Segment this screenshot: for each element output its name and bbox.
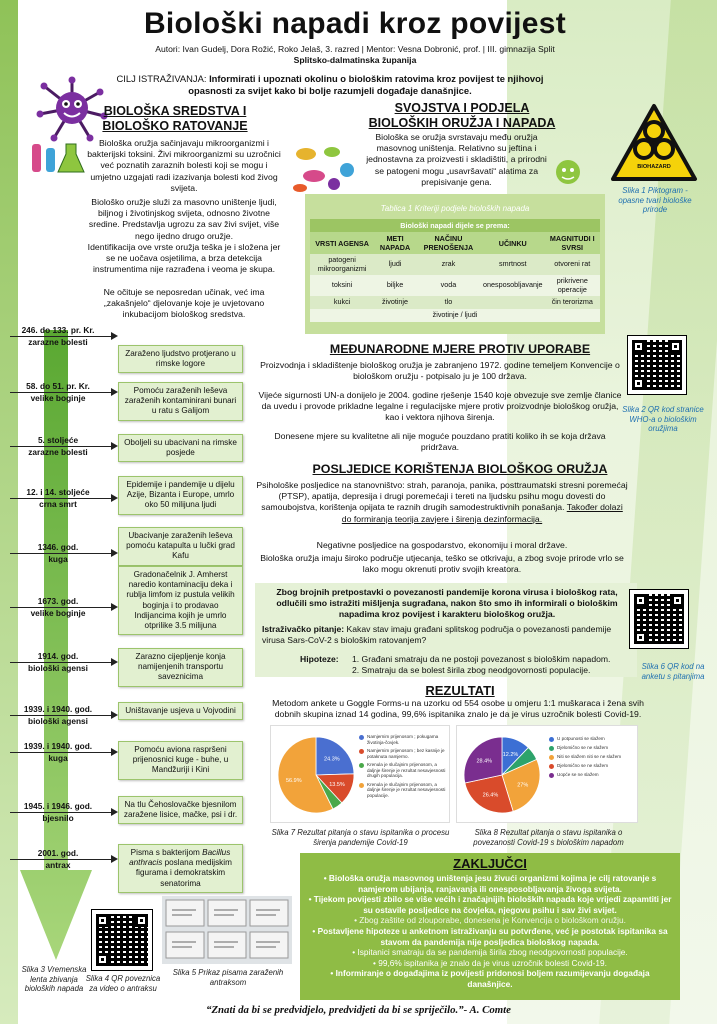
table-cell: životinje — [374, 296, 416, 309]
timeline-arrowhead-icon — [111, 494, 118, 502]
timeline-connector — [10, 392, 116, 393]
timeline-event: Na tlu Čehoslovačke bjesnilom zaražene lisice, mačke, psi i dr. — [118, 796, 243, 824]
measures-title: MEĐUNARODNE MJERE PROTIV UPORABE — [329, 342, 591, 356]
legend-label: U potpunosti se slažem — [557, 736, 605, 741]
microbe-illustration-icon — [548, 150, 588, 190]
properties-title: SVOJSTVA I PODJELA BIOLOŠKIH ORUŽJA I NAPADA — [368, 101, 556, 130]
criteria-table — [310, 219, 600, 322]
timeline-date: 1945. i 1946. god. — [23, 801, 93, 811]
timeline-arrowhead-icon — [111, 748, 118, 756]
legend-label: Djelomično se ne slažem — [557, 745, 609, 750]
timeline-connector — [10, 662, 116, 663]
timeline-arrowhead-icon — [111, 442, 118, 450]
legend-swatch — [549, 746, 554, 751]
table-cell: otvoreni rat — [545, 254, 600, 275]
pie-value-label: 13.5% — [329, 781, 345, 788]
legend-swatch — [549, 737, 554, 742]
timeline-arrowhead-icon — [111, 711, 118, 719]
timeline-event — [118, 844, 243, 893]
timeline-event: Zaraženo ljudstvo protjerano u rimske logore — [118, 345, 243, 373]
timeline-date: 58. do 51. pr. Kr. — [26, 381, 90, 391]
table-cell: životinje / ljudi — [310, 309, 600, 322]
biohazard-pictogram-icon — [610, 103, 698, 183]
timeline-arrowhead-icon — [111, 603, 118, 611]
caption-6: Slika 6 QR kod na anketu s pitanjima — [641, 662, 705, 681]
table-cell: patogeni mikroorganizmi — [310, 254, 374, 275]
timeline-arrowhead-icon — [111, 855, 118, 863]
research-question-label: Istraživačko pitanje: — [262, 624, 345, 634]
table-row — [310, 254, 600, 275]
consequences-paragraph-1 — [256, 480, 628, 525]
table-cell: tlo — [416, 296, 481, 309]
authors-line: Autori: Ivan Gudelj, Dora Rožić, Roko Jelaš, 3. razred | Mentor: Vesna Dobronić, prof. | III. gimnazija Split — [155, 44, 555, 54]
legend-label: Niti se slažem niti se ne slažem — [557, 754, 622, 759]
timeline-connector — [10, 553, 116, 554]
timeline-disease: biološki agensi — [28, 716, 88, 726]
table-caption: Tablica 1 Kriteriji podjele bioloških napada — [380, 204, 530, 213]
research-question-text: Kakav stav imaju građani splitskog područja o povezanosti pandemije virusa Sars-CoV-2 s biološkim ratovanjem? — [262, 624, 612, 645]
timeline-connector — [10, 498, 116, 499]
timeline-event: Epidemije i pandemije u dijelu Azije, Bizanta i Europe, umrlo oko 50 milijuna ljudi — [118, 476, 243, 515]
pie-chart-2-panel — [456, 725, 638, 823]
conclusions-title: ZAKLJUČCI — [453, 856, 527, 871]
table-header: Biološki napadi dijele se prema: — [310, 219, 600, 232]
timeline-event: Gradonačelnik J. Amherst naredio kontaminaciju deka i rublja limfom iz pustula velikih boginja i to prodavao Indijancima kojih je umrlo otprilike 3.5 milijuna — [118, 566, 243, 635]
legend-label: Namjernim prijenosom ; pokugama životinja-čovjek. — [367, 734, 439, 745]
conclusion-item: • 99,6% ispitanika je znalo da je virus uzročnik bolesti Covid-19. — [373, 957, 607, 968]
pie-chart-2-legend — [549, 736, 635, 781]
timeline-arrowhead-icon — [111, 658, 118, 666]
anthrax-letters-photo-icon — [162, 896, 292, 964]
table-cell: voda — [416, 275, 481, 296]
pie-value-label: 27% — [517, 782, 529, 789]
table-row — [310, 296, 600, 309]
timeline-event: Oboljeli su ubacivani na rimske posjede — [118, 434, 243, 462]
timeline-event-text: Pisma s bakterijom — [130, 848, 203, 857]
conclusion-item: • Biološka oružja masovnog uništenja jesu živući organizmi kojima je cilj ratovanje s namjerom ubijanja, ranjavanja ili onesposobljavanja živoga svijeta. — [323, 873, 657, 894]
pie-legend-item — [549, 754, 635, 760]
conclusions-list — [308, 873, 672, 990]
pie-legend-item — [549, 763, 635, 769]
timeline-connector — [10, 812, 116, 813]
timeline-date: 1673. god. — [37, 596, 79, 606]
consequences-text: Psihološke posljedice na stanovništvo: strah, paranoja, panika, posttraumatski stresni poremećaj (PTSP), apatija, depresija i drugi poremećaji i tereti na ljudsku psihu mogu dovesti do samoubojstva, korištenja opijata te raznih drugih samodestruktivnih ponašanja. — [256, 480, 628, 513]
table-cell: toksini — [310, 275, 374, 296]
table-cell: onesposobljavanje — [481, 275, 545, 296]
caption-1: Slika 1 Piktogram - opasne tvari biološke prirode — [618, 186, 692, 214]
pie-value-label: 28.4% — [476, 758, 493, 765]
timeline-disease: crna smrt — [39, 499, 77, 509]
table-cell: čin terorizma — [545, 296, 600, 309]
conclusion-item: • Postavljene hipoteze u anketnom istraživanju su potvrđene, već je postotak ispitanika sa stavom da pandemija nije posljedica biološkog napada. — [312, 925, 668, 947]
table-col-2: METI NAPADA — [374, 232, 416, 254]
timeline-disease: zarazne bolesti — [28, 447, 88, 457]
results-title: REZULTATI — [425, 683, 495, 698]
pie-chart-1-panel — [270, 725, 450, 823]
timeline-connector — [10, 859, 116, 860]
pie-legend-item — [359, 734, 447, 745]
table-cell: smrtnost — [481, 254, 545, 275]
legend-label: Krenula je slučajnim prijenosom, a daljnje širenje je rezultat nesavjesnosti drugih populacija. — [367, 762, 446, 778]
legend-swatch — [359, 735, 364, 740]
pie-legend-item — [359, 782, 447, 799]
legend-swatch — [359, 749, 364, 754]
timeline-date: 2001. god. — [37, 848, 79, 858]
timeline-date: 1939. i 1940. god. — [23, 741, 93, 751]
table-cell: ljudi — [374, 254, 416, 275]
conclusion-item: • Ispitanici smatraju da se pandemija širila zbog neodgovornosti populacije. — [352, 947, 628, 958]
legend-swatch — [549, 755, 554, 760]
timeline-disease: kuga — [48, 753, 68, 763]
research-aim-text: Informirati i upoznati okolinu o biološkim ratovima kroz povijest te njihovoj opasnosti za svijet kako bi bolje razumjeli događaje današnjice. — [188, 73, 544, 96]
timeline-date: 12. i 14. stoljeće — [26, 487, 90, 497]
table-cell: zrak — [416, 254, 481, 275]
timeline-disease: velike boginje — [30, 393, 86, 403]
pie-legend-item — [359, 762, 447, 779]
agents-title: BIOLOŠKA SREDSTVA I BIOLOŠKO RATOVANJE — [102, 104, 248, 133]
caption-3: Slika 3 Vremenska lenta zbivanja bioloških napada — [21, 965, 87, 993]
timeline-date: 246. do 133. pr. Kr. — [21, 325, 95, 335]
conclusion-item: • Informiranje o događajima iz povijesti pridonosi boljem razumijevanju događaja današnjice. — [330, 968, 650, 989]
caption-5: Slika 5 Prikaz pisama zaraženih antraksom — [172, 968, 284, 987]
research-aim-label: CILJ ISTRAŽIVANJA: — [116, 73, 207, 84]
legend-label: Krenula je slučajnim prijenosom, a daljnje širenje je rezultat nesavjesnosti populacije. — [367, 781, 446, 798]
timeline-disease: antrax — [45, 860, 71, 870]
timeline-event-species: Bacillus anthracis — [129, 848, 231, 868]
qr-code-who[interactable] — [628, 336, 686, 394]
legend-swatch — [359, 763, 364, 768]
timeline-disease: bjesnilo — [42, 813, 74, 823]
research-question — [262, 624, 634, 646]
qr-code-anthrax-video[interactable] — [92, 910, 152, 970]
table-col-3: NAČINU PRENOŠENJA — [416, 232, 481, 254]
pie-legend-item — [359, 748, 447, 759]
timeline-disease: biološki agensi — [28, 663, 88, 673]
caption-7: Slika 7 Rezultat pitanja o stavu ispitanika o procesu širenja pandemije Covid-19 — [271, 828, 450, 847]
biohazard-label: BIOHAZARD — [637, 164, 671, 170]
footer-quote: “Znati da bi se predvidjelo, predvidjeti da bi se spriječilo.”- A. Comte — [206, 1004, 511, 1016]
timeline-date: 1939. i 1940. god. — [23, 704, 93, 714]
agents-paragraph-2: Biološko oružje služi za masovno uništenje ljudi, biljnog i životinjskog svijeta, odnosno životne sredine. Predstavlja ugrozu za sav živi svijet, više nego ijedno drugo oružje. — [88, 197, 280, 241]
timeline-event: Pomoću aviona raspršeni prijenosnici kuge - buhe, u Mandžuriji i Kini — [118, 741, 243, 780]
consequences-text-underlined: Također dolazi do formiranja teorija zavjere i širenja dezinformacija. — [341, 502, 623, 524]
consequences-title: POSLJEDICE KORIŠTENJA BIOLOŠKOG ORUŽJA — [312, 462, 608, 476]
timeline-connector — [10, 336, 116, 337]
table-cell: prikrivene operacije — [545, 275, 600, 296]
agents-paragraph-4: Ne očituje se neposredan učinak, već ima „zakašnjelo“ djelovanje koje je uvjetovano inkubacijom biološkog sredstva. — [103, 287, 265, 320]
legend-label: Namjernim prijenosom ; bez kasnije je potaknuta namjerno. — [367, 748, 445, 759]
legend-swatch — [549, 764, 554, 769]
timeline-arrowhead-icon — [111, 388, 118, 396]
timeline-connector — [10, 446, 116, 447]
timeline-date: 5. stoljeće — [37, 435, 79, 445]
conclusion-item: • Tijekom povijesti zbilo se više većih i značajnijih bioloških napada koje vrijedi zapamtiti jer su ostavile posljedice na čovjeka, njegovu psihu i sav živi svijet. — [308, 894, 672, 915]
pie-chart-2 — [461, 734, 543, 816]
caption-2: Slika 2 QR kod stranice WHO-a o biološkim oružjima — [622, 405, 704, 433]
research-aim — [100, 73, 560, 97]
consequences-paragraph-2: Negativne posljedice na gospodarstvo, ekonomiju i moral države. — [316, 540, 568, 550]
pie-legend-item — [549, 745, 635, 751]
caption-8: Slika 8 Rezultat pitanja o stavu ispitanika o povezanosti Covid-19 s biološkim napadom — [473, 828, 624, 847]
caption-4: Slika 4 QR poveznica za video o antraksu — [85, 974, 161, 993]
timeline-arrowhead-icon — [111, 332, 118, 340]
pie-value-label: 12.2% — [502, 751, 519, 758]
timeline-connector — [10, 607, 116, 608]
agents-paragraph-3: Identifikacija ove vrste oružja teška je i složena jer se ne uočava osjetilima, a brza detekcija instrumentima nije razrađena i veoma je skupa. — [87, 242, 281, 275]
table-cell — [481, 296, 545, 309]
timeline-connector — [10, 752, 116, 753]
table-row — [310, 275, 600, 296]
timeline-arrowhead-icon — [111, 808, 118, 816]
lab-flasks-icon — [28, 140, 88, 176]
pie-chart-1 — [275, 734, 357, 816]
timeline-disease: zarazne bolesti — [28, 337, 88, 347]
hypothesis-1: 1. Građani smatraju da ne postoji povezanost s biološkim napadom. — [352, 654, 611, 664]
timeline-connector — [10, 715, 116, 716]
poster-title: Biološki napadi kroz povijest — [143, 7, 567, 40]
timeline-event: Zarazno cijepljenje konja namijenjenih transportu saveznicima — [118, 648, 243, 687]
table-col-1: VRSTI AGENSA — [310, 232, 374, 254]
measures-paragraph-3: Donesene mjere su kvalitetne ali nije moguće pouzdano pratiti koliko ih se koja država pridržava. — [274, 431, 606, 453]
timeline-event-text: poslana medijskim figurama i demokratskim senatorima — [135, 858, 232, 888]
hypotheses-label: Hipoteze: — [300, 654, 339, 664]
timeline-date: 1346. god. — [37, 542, 79, 552]
timeline-event: Pomoću zaraženih leševa zaraženih kontaminirani bunari u ratu s Galijom — [118, 382, 243, 421]
timeline-disease: velike boginje — [30, 608, 86, 618]
pie-value-label: 24.3% — [324, 756, 340, 763]
legend-swatch — [549, 773, 554, 778]
bacteria-illustration-icon — [292, 140, 362, 195]
pie-value-label: 26.4% — [482, 792, 499, 799]
research-intro: Zbog brojnih pretpostavki o povezanosti pandemije korona virusa i biološkog rata, odlučili smo istražiti mišljenja sugrađana, nakon što smo ih informirali o biološkim napadima kroz povijest i karakteru biološkog oružja. — [276, 587, 618, 620]
timeline-event: Ubacivanje zaraženih leševa pomoću katapulta u lučki grad Kafu — [118, 527, 243, 566]
legend-label: Djelomično se ne slažem — [557, 763, 609, 768]
legend-label: Uopće se ne slažem — [557, 772, 599, 777]
pie-legend-item — [549, 772, 635, 778]
measures-paragraph-1: Proizvodnja i skladištenje biološkog oružja je zabranjeno 1972. godine temeljem Konvencije o biološkom oružju - potpisalo ju je 100 država. — [260, 360, 620, 382]
qr-code-survey[interactable] — [630, 590, 688, 648]
table-cell: biljke — [374, 275, 416, 296]
region-line: Splitsko-dalmatinska županija — [293, 55, 417, 65]
properties-text: Biološka se oružja svrstavaju među oružja masovnog uništenja. Relativno su jeftina i jednostavna za proizvesti i skladištiti, a prirodni se patogeni mogu „usavršavati“ alatima za prepisivanje gena. — [366, 132, 547, 187]
timeline-event: Uništavanje usjeva u Vojvodini — [118, 702, 243, 720]
timeline-date: 1914. god. — [37, 651, 79, 661]
timeline-disease: kuga — [48, 554, 68, 564]
pie-value-label: 56.9% — [286, 778, 302, 785]
table-row — [310, 309, 600, 322]
pie-legend-item — [549, 736, 635, 742]
pie-chart-1-legend — [359, 734, 447, 801]
table-cell: kukci — [310, 296, 374, 309]
conclusion-item: • Zbog zaštite od zlouporabe, donesena je Konvencija o biološkom oružju. — [354, 915, 626, 926]
legend-swatch — [359, 783, 364, 788]
results-text: Metodom ankete u Goggle Forms-u na uzorku od 554 osobe u omjeru 1:1 muškaraca i žena svih dobnih skupina iznad 14 godina, 99,6% ispitanika znalo je da je virus uzročnik bolesti Covid-19. — [272, 698, 644, 720]
table-col-4: UČINKU — [481, 232, 545, 254]
measures-paragraph-2: Vijeće sigurnosti UN-a donijelo je 2004. godine rješenje 1540 koje obvezuje sve zemlje članice da uvedu i provode prikladne legalne i regulacijske mjere protiv proizvodnje biološkog oružja, kao i vektora njihova širenja. — [258, 390, 622, 423]
timeline-arrowhead-icon — [111, 549, 118, 557]
consequences-paragraph-3: Biološka oružja imaju široko područje utjecanja, teško se otkrivaju, a zbog svoje prirode vrlo se lako mogu okrenuti protiv svojih kreatora. — [260, 553, 624, 575]
hypothesis-2: 2. Smatraju da se bolest širila zbog neodgovornosti populacije. — [352, 665, 591, 675]
table-col-5: MAGNITUDI I SVRSI — [545, 232, 600, 254]
agents-paragraph-1: Biološka oružja sačinjavaju mikroorganizmi i bakterijski toksini. Živi mikroorganizmi su uzročnici već poznatih zaraznih bolesti koji se mogu i umjetno uzgajati radi izazivanja bolesti kod živog svijeta. — [87, 138, 281, 193]
